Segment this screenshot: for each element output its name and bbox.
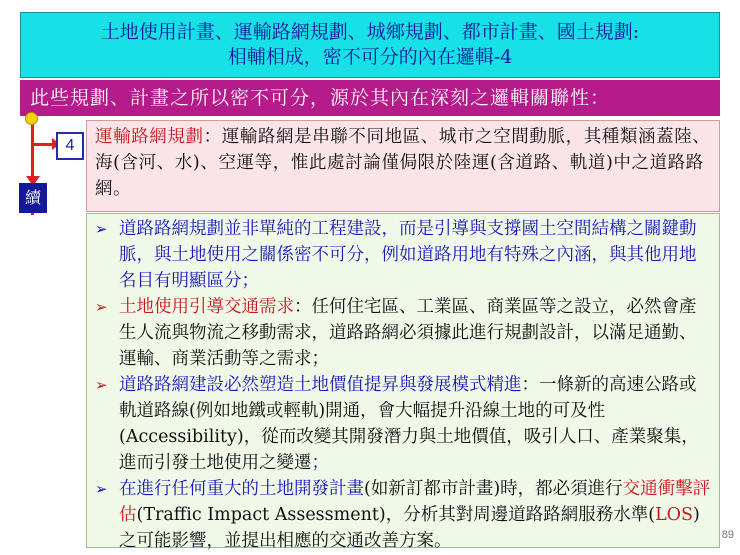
bullet-item-2	[93, 294, 713, 372]
bullet-item-1	[93, 216, 713, 294]
bullet-3-text: ：一條新的高速公路或軌道路線(例如地鐵或輕軌)開通，會大幅提升沿線土地的可及性(Accessibility)，從而改變其開發潛力與土地價值，吸引人口、產業聚集，進而引發土地使用之變遷	[119, 375, 699, 473]
bullet-arrow-icon: ➢	[95, 376, 108, 394]
slide-subtitle: 此些規劃、計畫之所以密不可分，源於其內在深刻之邏輯關聯性：	[20, 80, 720, 116]
bullet-arrow-icon: ➢	[95, 480, 108, 498]
definition-text: ：運輸路網是串聯不同地區、城市之空間動脈，其種類涵蓋陸、海(含河、水)、空運等，惟此處討論僅侷限於陸運(含道路、軌道)中之道路路網。	[95, 127, 711, 199]
slide-title	[20, 12, 720, 78]
bullet-4-los: LOS	[655, 505, 694, 525]
bullet-4-part-b: (如新訂都市計畫)時，都必須進行	[364, 479, 623, 499]
bullet-4-part-a: 在進行任何重大的土地開發計畫	[119, 479, 364, 499]
section-number-badge: 4	[56, 132, 84, 160]
definition-box	[86, 120, 720, 212]
bullet-4-tia: 交通衝擊評估	[119, 479, 711, 525]
bullet-3-lead: 道路路網建設必然塑造土地價值提昇與發展模式精進	[119, 375, 522, 395]
bullet-2-lead: 土地使用引導交通需求	[119, 297, 294, 317]
page-number: 89	[721, 529, 734, 541]
bullet-list	[86, 213, 720, 551]
bullet-arrow-icon: ➢	[95, 220, 108, 238]
bullet-arrow-icon: ➢	[95, 298, 108, 316]
bullet-4-part-d: (Traffic Impact Assessment)，分析其對周邊道路路網服務水準(	[136, 505, 656, 525]
bullet-item-3	[93, 372, 713, 476]
bullet-3-end: ；	[311, 453, 329, 473]
bullet-2-text: ：任何住宅區、工業區、商業區等之設立，必然會產生人流與物流之移動需求，道路路網必須據此進行規劃設計，以滿足通勤、運輸、商業活動等之需求；	[119, 297, 697, 369]
definition-term: 運輸路網規劃	[95, 127, 204, 147]
title-line-2: 相輔相成，密不可分的內在邏輯-4	[227, 46, 513, 68]
bullet-item-4	[93, 476, 713, 554]
bullet-4-part-f: )之可能影響，並提出相應的交通改善方案。	[119, 505, 700, 551]
right-arrow-icon	[33, 143, 53, 146]
bullet-1-text: 道路路網規劃並非單純的工程建設，而是引導與支撐國土空間結構之關鍵動脈，與土地使用之關係密不可分，例如道路用地有特殊之內涵，與其他用地名目有明顯區分；	[119, 219, 697, 291]
timeline-dot-icon	[25, 112, 38, 125]
continued-badge: 續	[19, 183, 47, 213]
title-line-1: 土地使用計畫、運輸路網規劃、城鄉規劃、都市計畫、國土規劃:	[100, 21, 640, 43]
